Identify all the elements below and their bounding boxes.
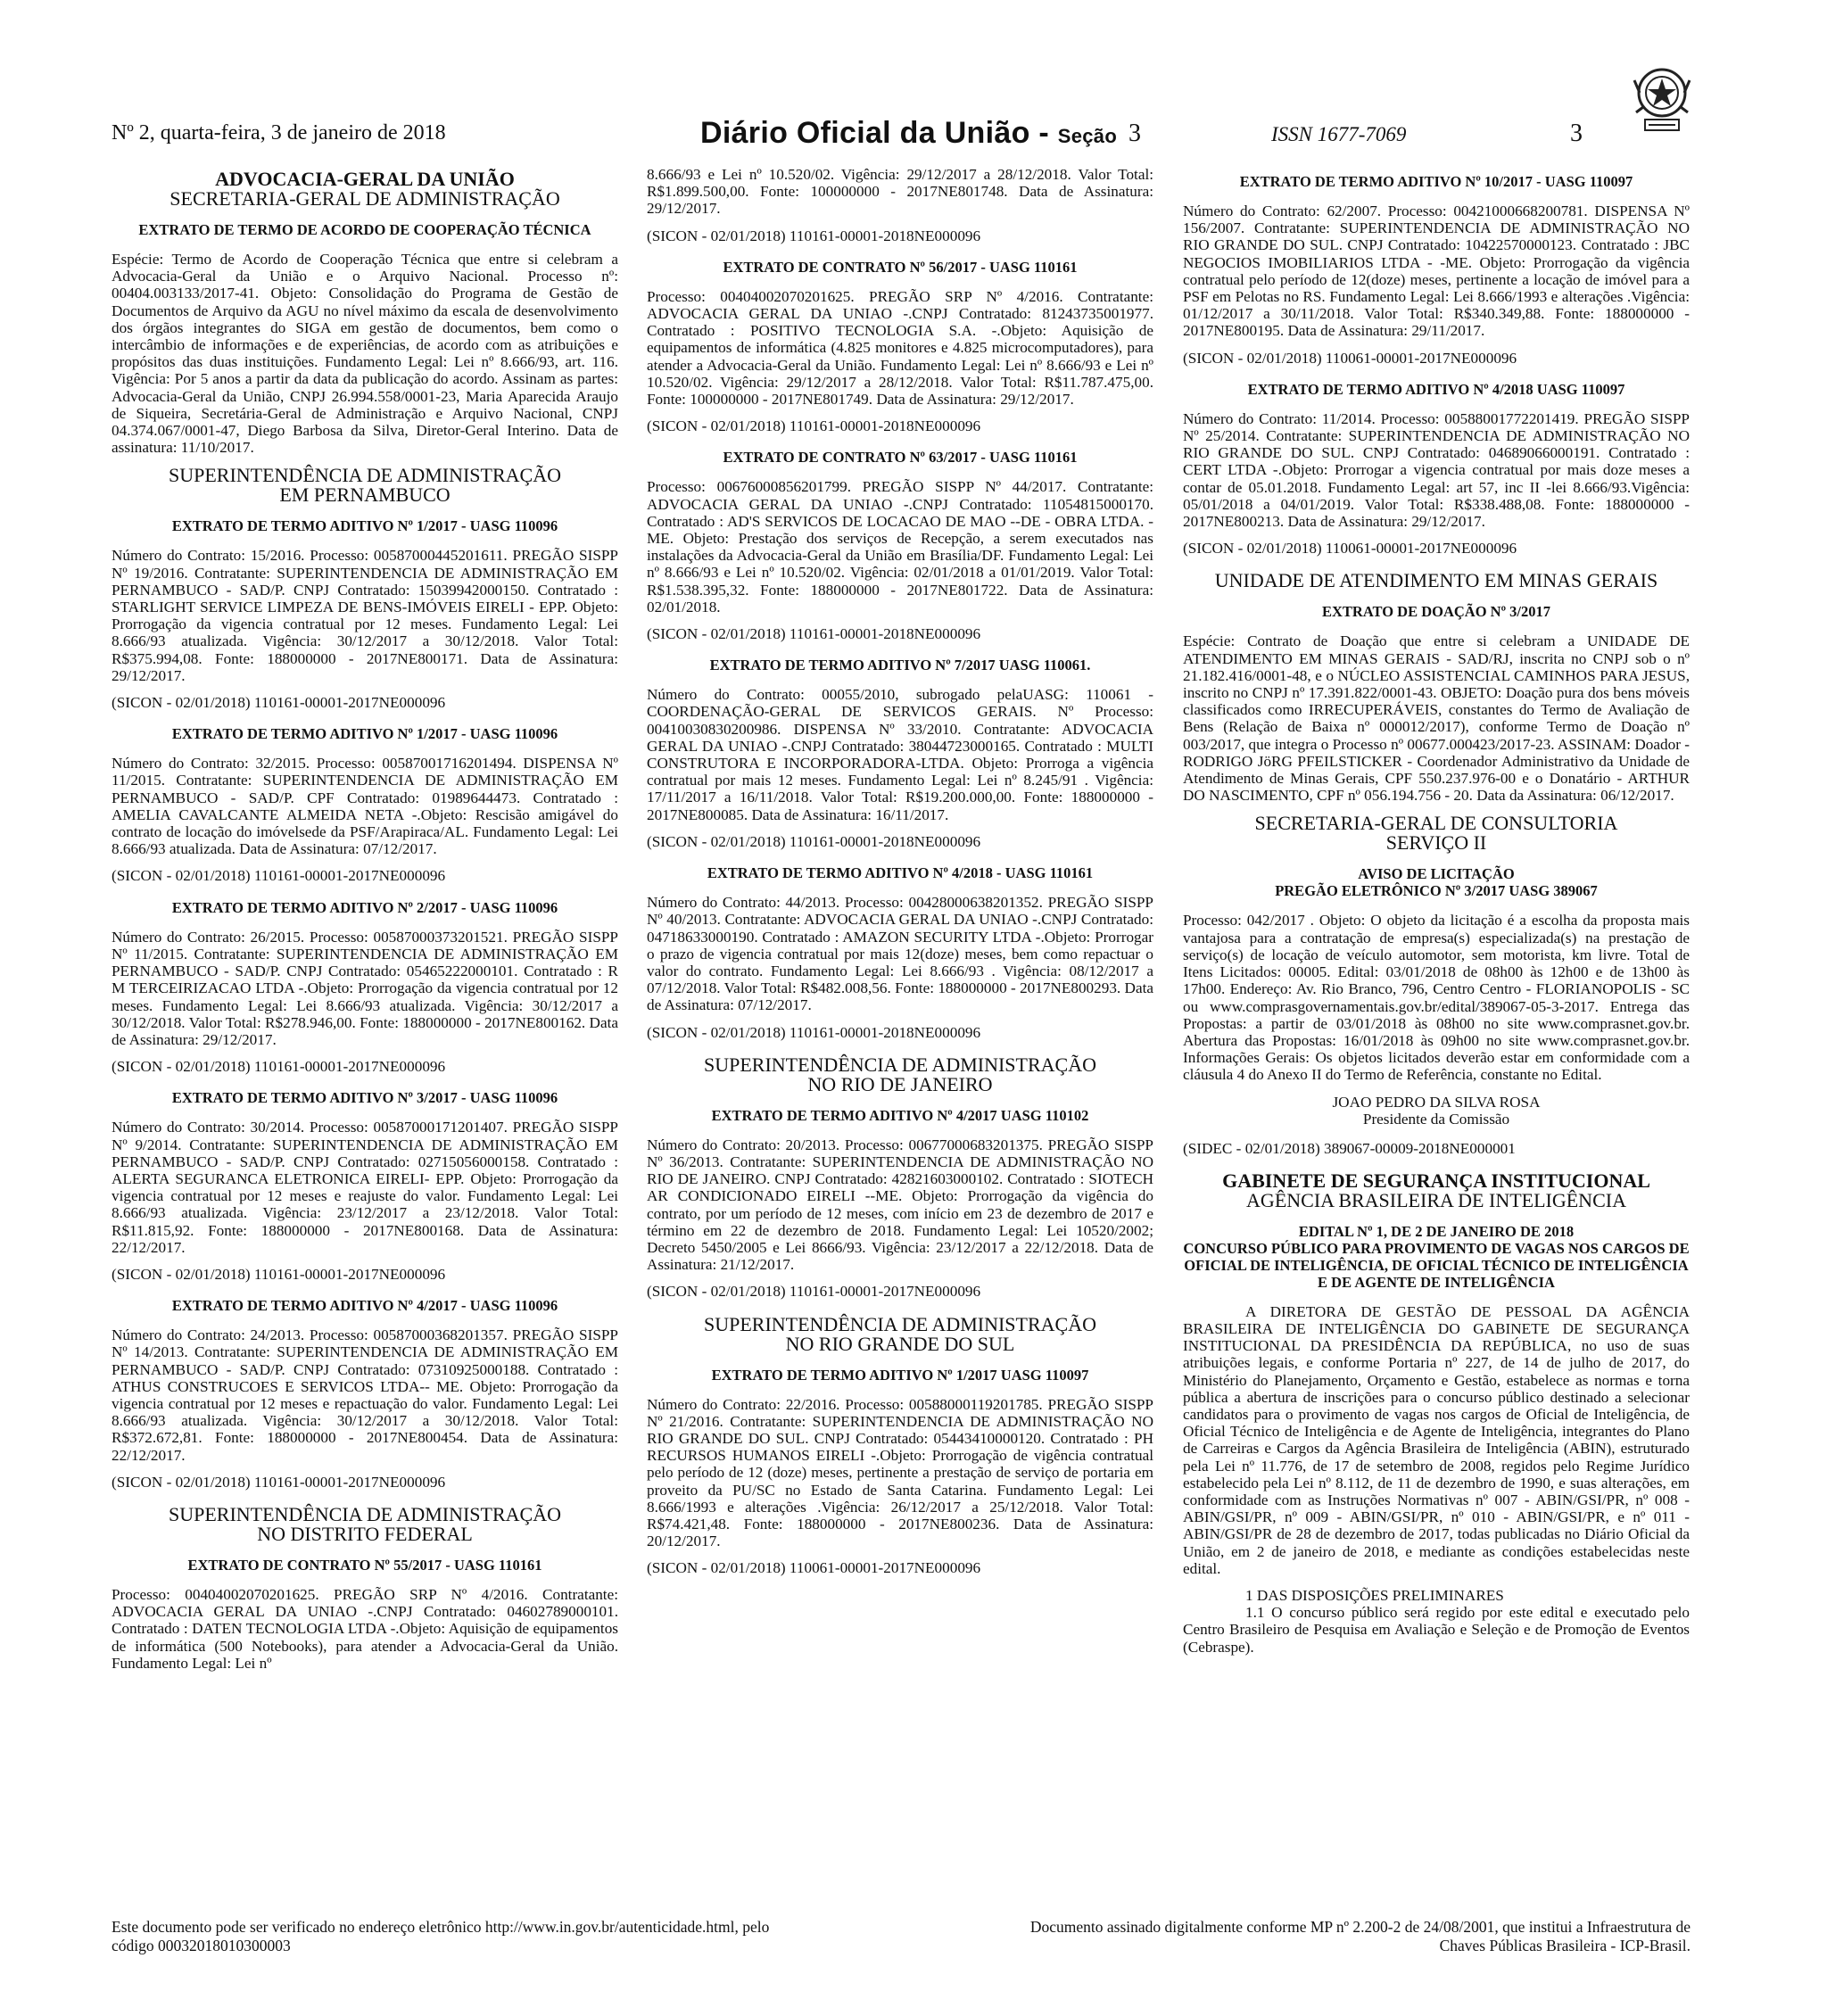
extract-source: (SICON - 02/01/2018) 110161-00001-2017NE000096 bbox=[647, 1283, 981, 1301]
page-number: 3 bbox=[1570, 120, 1583, 147]
extract-source: (SICON - 02/01/2018) 110161-00001-2018NE000096 bbox=[647, 1023, 981, 1041]
extract-body: Processo: 00404002070201625. PREGÃO SRP Nº 4/2016. Contratante: ADVOCACIA GERAL DA UNIAO -.CNPJ Contratado: 04602789000101. Contratado : DATEN TECNOLOGIA LTDA -.Objeto: Aquisição de equipamentos de informática (500 Notebooks), para atender a Advocacia-Geral da União. Fundamento Legal: Lei nº bbox=[112, 1585, 618, 1672]
org-heading bbox=[1183, 814, 1690, 853]
extract-body: Processo: 00676000856201799. PREGÃO SISPP Nº 44/2017. Contratante: ADVOCACIA GERAL DA UNIAO -.CNPJ Contratado: 11054815000170. Contratado : AD'S SERVICOS DE LOCACAO DE MAO --DE - OBRA LTDA. - ME. Objeto: Prestação dos serviços de Recepção, a serem executados nas instalações da Advocacia-Geral da União em Brasília/DF. Fundamento Legal: Lei nº 8.666/93 e Lei nº 10.520/02. Vigência: 02/01/2018 a 01/01/2019. Valor Total: R$1.538.395,32. Fonte: 188000000 - 2017NE801722. Data de Assinatura: 02/01/2018. bbox=[647, 478, 1153, 616]
extract-source: (SICON - 02/01/2018) 110061-00001-2017NE000096 bbox=[1183, 540, 1517, 558]
edital-title-line1: EDITAL Nº 1, DE 2 DE JANEIRO DE 2018 bbox=[1298, 1222, 1575, 1240]
column-2 bbox=[647, 166, 1153, 1896]
extract-body: Número do Contrato: 24/2013. Processo: 00587000368201357. PREGÃO SISPP Nº 14/2013. Contratante: SUPERINTENDENCIA DE ADMINISTRAÇÃO EM PERNAMBUCO - SAD/P. CNPJ Contratado: 07310925000188. Contratado : ATHUS CONSTRUCOES E SERVICOS LTDA-- ME. Objeto: Prorrogação da vigencia contratual por 12 meses e repactuação do valor. Fundamento Legal: Lei 8.666/93 atualizada. Vigência: 30/12/2017 a 30/12/2018. Valor Total: R$372.672,81. Fonte: 188000000 - 2017NE800454. Data de Assinatura: 22/12/2017. bbox=[112, 1326, 618, 1464]
org-subname: EM PERNAMBUCO bbox=[279, 483, 451, 507]
org-name: SUPERINTENDÊNCIA DE ADMINISTRAÇÃO bbox=[168, 464, 561, 487]
column-3 bbox=[1183, 166, 1690, 1896]
org-subname: NO RIO GRANDE DO SUL bbox=[785, 1332, 1015, 1355]
org-heading bbox=[1183, 1171, 1690, 1210]
extract-title: EXTRATO DE TERMO ADITIVO Nº 1/2017 - UASG 110096 bbox=[171, 517, 558, 535]
extract-title: EXTRATO DE CONTRATO Nº 63/2017 - UASG 110161 bbox=[723, 449, 1078, 467]
issn: ISSN 1677-7069 bbox=[1271, 123, 1407, 145]
org-subname: NO DISTRITO FEDERAL bbox=[257, 1522, 473, 1545]
extract-title: EXTRATO DE CONTRATO Nº 55/2017 - UASG 110161 bbox=[187, 1556, 542, 1574]
extract-body: Espécie: Termo de Acordo de Cooperação Técnica que entre si celebram a Advocacia-Geral da União e o Arquivo Nacional. Processo nº: 00404.003133/2017-41. Objeto: Consolidação do Programa de Gestão de Documentos de Arquivo da AGU no nível máximo da escala de desenvolvimento dos órgãos integrantes do SIGA em gestão de documentos, bem como o intercâmbio de informações e de experiências, de acordo com as atribuições e propósitos das duas instituições. Fundamento Legal: Lei nº 8.666/93, art. 116. Vigência: Por 5 anos a partir da data da publicação do acordo. Assinam as partes: Advocacia-Geral da União, CNPJ 26.994.558/0001-23, Maria Aparecida Araujo de Siqueira, Secretária-Geral de Administração e Arquivo Nacional, CNPJ 04.374.067/0001-47, Diego Barbosa da Silva, Diretor-Geral Interino. Data de assinatura: 11/10/2017. bbox=[112, 251, 618, 457]
extract-source: (SICON - 02/01/2018) 110161-00001-2018NE000096 bbox=[647, 625, 981, 643]
column-1 bbox=[112, 166, 618, 1896]
extract-body: Processo: 042/2017 . Objeto: O objeto da licitação é a escolha da proposta mais vantajosa para a contratação de empresa(s) especializada(s) na prestação de serviço(s) de locação de veículo automotor, sem motorista, km livre. Total de Itens Licitados: 00005. Edital: 03/01/2018 de 08h00 às 12h00 e de 13h00 às 17h00. Endereço: Av. Rio Branco, 796, Centro Centro - FLORIANOPOLIS - SC ou www.comprasgovernamentais.gov.br/edital/389067-05-3-2017. Entrega das Propostas: a partir de 03/01/2018 às 08h00 no site www.comprasnet.gov.br. Abertura das Propostas: 16/01/2018 às 09h00 no site www.comprasnet.gov.br. Informações Gerais: Os objetos licitados deverão estar em conformidade com a cláusula 4 do Anexo II do Termo de Referência, constante no Edital. bbox=[1183, 912, 1690, 1084]
signer-name: JOAO PEDRO DA SILVA ROSA bbox=[1332, 1093, 1541, 1111]
extract-title: EXTRATO DE TERMO ADITIVO Nº 10/2017 - UASG 110097 bbox=[1239, 173, 1633, 190]
extract-source: (SICON - 02/01/2018) 110161-00001-2017NE000096 bbox=[112, 1473, 446, 1491]
coat-of-arms-icon bbox=[1633, 62, 1691, 134]
extract-source: (SICON - 02/01/2018) 110161-00001-2018NE000096 bbox=[647, 227, 981, 244]
extract-body: Número do Contrato: 44/2013. Processo: 00428000638201352. PREGÃO SISPP Nº 40/2013. Contratante: ADVOCACIA GERAL DA UNIAO -.CNPJ Contratado: 04718633000190. Contratado : AMAZON SECURITY LTDA -.Objeto: Prorrogar o prazo de vigencia contratual por mais 12(doze) meses, bem como repactuar o valor do contrato. Fundamento Legal: Lei 8.666/93 . Vigência: 08/12/2017 a 07/12/2018. Valor Total: R$482.008,56. Fonte: 188000000 - 2017NE800293. Data de Assinatura: 07/12/2017. bbox=[647, 894, 1153, 1014]
digital-signature-note: Documento assinado digitalmente conforme MP nº 2.200-2 de 24/08/2001, que institui a Infraestrutura de Chaves Públicas Brasileira - ICP-Brasil. bbox=[1029, 1918, 1691, 1954]
section-label: Seção bbox=[1057, 125, 1118, 147]
extract-title: EXTRATO DE TERMO ADITIVO Nº 7/2017 UASG 110061. bbox=[709, 657, 1091, 674]
extract-body: Número do Contrato: 22/2016. Processo: 00588000119201785. PREGÃO SISPP Nº 21/2016. Contratante: SUPERINTENDENCIA DE ADMINISTRAÇÃO NO RIO GRANDE DO SUL. CNPJ Contratado: 05443410000120. Contratado : PH RECURSOS HUMANOS EIRELI -.Objeto: Prorrogação de vigência contratual pelo período de 12 (doze) meses, pertinente a prestação de serviço de portaria em proveito da PU/SC no Estado de Santa Catarina. Fundamento Legal: Lei 8.666/1993 e alterações .Vigência: 26/12/2017 a 25/12/2018. Valor Total: R$74.421,48. Fonte: 188000000 - 2017NE800236. Data de Assinatura: 20/12/2017. bbox=[647, 1395, 1153, 1550]
extract-title: EXTRATO DE TERMO ADITIVO Nº 4/2017 UASG 110102 bbox=[711, 1106, 1089, 1124]
extract-body: Processo: 00404002070201625. PREGÃO SRP Nº 4/2016. Contratante: ADVOCACIA GERAL DA UNIAO -.CNPJ Contratado: 81243735001977. Contratado : POSITIVO TECNOLOGIA S.A. -.Objeto: Aquisição de equipamentos de informática (4.825 monitores e 4.825 microcomputadores), para atender a Advocacia-Geral da União. Fundamento Legal: Lei nº 8.666/93 e Lei nº 10.520/02. Vigência: 29/12/2017 a 28/12/2018. Valor Total: R$11.787.475,00. Fonte: 100000000 - 2017NE801749. Data de Assinatura: 29/12/2017. bbox=[647, 287, 1153, 409]
org-name: SECRETARIA-GERAL DE CONSULTORIA bbox=[1254, 812, 1618, 835]
org-name: SUPERINTENDÊNCIA DE ADMINISTRAÇÃO bbox=[168, 1502, 561, 1525]
extract-body: Número do Contrato: 00055/2010, subrogado pelaUASG: 110061 - COORDENAÇÃO-GERAL DE SERVICOS GERAIS. Nº Processo: 00410030830200986. DISPENSA Nº 33/2010. Contratante: ADVOCACIA GERAL DA UNIAO -.CNPJ Contratado: 38044723000165. Contratado : MULTI CONSTRUTORA E INCORPORADORA-LTDA. Objeto: Prorroga a vigência contratual por mais 12 meses. Fundamento Legal: Lei nº 8.245/91 . Vigência: 17/11/2017 a 16/11/2018. Valor Total: R$19.200.000,00. Fonte: 188000000 - 2017NE800085. Data de Assinatura: 16/11/2017. bbox=[647, 686, 1153, 823]
org-heading bbox=[112, 466, 618, 505]
edital-title bbox=[1183, 1223, 1690, 1291]
page-header bbox=[112, 116, 1717, 162]
org-heading bbox=[1183, 571, 1690, 591]
org-name: UNIDADE DE ATENDIMENTO EM MINAS GERAIS bbox=[1214, 569, 1658, 592]
org-subname: AGÊNCIA BRASILEIRA DE INTELIGÊNCIA bbox=[1246, 1188, 1626, 1211]
extract-title: EXTRATO DE TERMO ADITIVO Nº 4/2017 - UASG 110096 bbox=[171, 1297, 558, 1315]
extract-body: Número do Contrato: 30/2014. Processo: 00587000171201407. PREGÃO SISPP Nº 9/2014. Contratante: SUPERINTENDENCIA DE ADMINISTRAÇÃO EM PERNAMBUCO - SAD/P. CNPJ Contratado: 02715056000158. Contratado : ALERTA SEGURANCA ELETRONICA EIRELI- EPP. Objeto: Prorrogação da vigencia contratual por 12 meses e reajuste do valor. Fundamento Legal: Lei 8.666/93 atualizada. Vigência: 23/12/2017 a 23/12/2018. Valor Total: R$11.815,92. Fonte: 188000000 - 2017NE800168. Data de Assinatura: 22/12/2017. bbox=[112, 1119, 618, 1256]
extract-body: Número do Contrato: 26/2015. Processo: 00587000373201521. PREGÃO SISPP Nº 11/2015. Contratante: SUPERINTENDENCIA DE ADMINISTRAÇÃO EM PERNAMBUCO - SAD/P. CNPJ Contratado: 05465222000101. Contratado : R M TERCEIRIZACAO LTDA -.Objeto: Prorrogação da vigencia contratual por 12 meses. Fundamento Legal: Lei 8.666/93 atualizada. Vigência: 30/12/2017 a 30/12/2018. Valor Total: R$278.946,00. Fonte: 188000000 - 2017NE800162. Data de Assinatura: 29/12/2017. bbox=[112, 928, 618, 1048]
extract-title: EXTRATO DE TERMO ADITIVO Nº 1/2017 UASG 110097 bbox=[711, 1366, 1089, 1384]
extract-body: Número do Contrato: 32/2015. Processo: 00587001716201494. DISPENSA Nº 11/2015. Contratante: SUPERINTENDENCIA DE ADMINISTRAÇÃO EM PERNAMBUCO - SAD/P. CPF Contratado: 01989644473. Contratado : AMELIA CAVALCANTE ALMEIDA NETA -.Objeto: Rescisão amigável do contrato de locação do imóvelsede da PSF/Arapiraca/AL. Fundamento Legal: Lei 8.666/93 atualizada. Data de Assinatura: 07/12/2017. bbox=[112, 755, 618, 858]
org-subname: NO RIO DE JANEIRO bbox=[807, 1072, 993, 1095]
org-heading bbox=[112, 1502, 618, 1545]
extract-title: EXTRATO DE TERMO DE ACORDO DE COOPERAÇÃO TÉCNICA bbox=[138, 221, 591, 238]
extract-source: (SICON - 02/01/2018) 110161-00001-2017NE000096 bbox=[112, 1265, 446, 1283]
extract-title: EXTRATO DE TERMO ADITIVO Nº 1/2017 - UASG 110096 bbox=[171, 725, 558, 743]
extract-source: (SICON - 02/01/2018) 110161-00001-2018NE000096 bbox=[647, 832, 981, 850]
org-name: SUPERINTENDÊNCIA DE ADMINISTRAÇÃO bbox=[703, 1053, 1096, 1076]
notice-title-line2: PREGÃO ELETRÔNICO Nº 3/2017 UASG 389067 bbox=[1275, 882, 1598, 900]
extract-body: 8.666/93 e Lei nº 10.520/02. Vigência: 29/12/2017 a 28/12/2018. Valor Total: R$1.899.500,00. Fonte: 100000000 - 2017NE801748. Data de Assinatura: 29/12/2017. bbox=[647, 166, 1153, 218]
org-name: ADVOCACIA-GERAL DA UNIÃO bbox=[215, 168, 515, 190]
verification-note: Este documento pode ser verificado no endereço eletrônico http://www.in.gov.br/autenticidade.html, pelo código 00032018010300003 bbox=[112, 1918, 770, 1954]
section-number: 3 bbox=[1128, 120, 1141, 147]
extract-title: EXTRATO DE TERMO ADITIVO Nº 2/2017 - UASG 110096 bbox=[171, 898, 558, 916]
edition-info: Nº 2, quarta-feira, 3 de janeiro de 2018 bbox=[112, 121, 446, 145]
extract-body: Número do Contrato: 20/2013. Processo: 00677000683201375. PREGÃO SISPP Nº 36/2013. Contratante: SUPERINTENDENCIA DE ADMINISTRAÇÃO NO RIO DE JANEIRO. CNPJ Contratado: 42821603000102. Contratado : SIOTECH AR CONDICIONADO EIRELI --ME. Objeto: Prorrogação da vigência do contrato, por um período de 12 meses, com início em 23 de dezembro de 2017 e término em 22 de dezembro de 2018. Fundamento Legal: Lei 10520/2002; Decreto 5450/2005 e Lei 8666/93. Vigência: 23/12/2017 a 22/12/2018. Data de Assinatura: 21/12/2017. bbox=[647, 1136, 1153, 1274]
extract-title: EXTRATO DE TERMO ADITIVO Nº 4/2018 UASG 110097 bbox=[1247, 380, 1625, 398]
extract-body: Número do Contrato: 11/2014. Processo: 00588001772201419. PREGÃO SISPP Nº 25/2014. Contratante: SUPERINTENDENCIA DE ADMINISTRAÇÃO NO RIO GRANDE DO SUL. CNPJ Contratado: 04689066000191. Contratado : CERT LTDA -.Objeto: Prorrogar a vigencia contratual por mais doze meses a contar de 05.01.2018. Fundamento Legal: art 57, inc II -lei 8.666/93.Vigência: 05/01/2018 a 04/01/2019. Valor Total: R$338.488,08. Fonte: 188000000 - 2017NE800213. Data de Assinatura: 29/12/2017. bbox=[1183, 409, 1690, 531]
org-subname: SERVIÇO II bbox=[1385, 831, 1487, 855]
extract-title: EXTRATO DE CONTRATO Nº 56/2017 - UASG 110161 bbox=[723, 258, 1078, 276]
edital-item: 1.1 O concurso público será regido por este edital e executado pelo Centro Brasileiro de Pesquisa em Avaliação e Seleção e de Promoção de Eventos (Cebraspe). bbox=[1183, 1604, 1690, 1656]
extract-source: (SICON - 02/01/2018) 110161-00001-2017NE000096 bbox=[112, 694, 446, 712]
notice-title-line1: AVISO DE LICITAÇÃO bbox=[1358, 865, 1515, 883]
extract-title: EXTRATO DE DOAÇÃO Nº 3/2017 bbox=[1321, 603, 1551, 621]
edital-title-line2: CONCURSO PÚBLICO PARA PROVIMENTO DE VAGAS NOS CARGOS DE OFICIAL DE INTELIGÊNCIA, DE OFICIAL TÉCNICO DE INTELIGÊNCIA E DE AGENTE DE INTELIGÊNCIA bbox=[1183, 1239, 1690, 1291]
extract-body: Número do Contrato: 62/2007. Processo: 00421000668200781. DISPENSA Nº 156/2007. Contratante: SUPERINTENDENCIA DE ADMINISTRAÇÃO NO RIO GRANDE DO SUL. CNPJ Contratado: 10422570000123. Contratado : JBC NEGOCIOS IMOBILIARIOS LTDA - -ME. Objeto: Prorrogação da vigência contratual pelo período de 12(doze) meses, pertinente a locação de imóvel para a PSF em Pelotas no RS. Fundamento Legal: Lei 8.666/1993 e alterações .Vigência: 01/12/2017 a 30/11/2018. Valor Total: R$340.349,88. Fonte: 188000000 - 2017NE800195. Data de Assinatura: 29/11/2017. bbox=[1183, 202, 1690, 340]
extract-source: (SICON - 02/01/2018) 110161-00001-2018NE000096 bbox=[647, 417, 981, 435]
extract-source: (SICON - 02/01/2018) 110161-00001-2017NE000096 bbox=[112, 867, 446, 885]
org-heading bbox=[647, 1055, 1153, 1095]
signer-role: Presidente da Comissão bbox=[1362, 1110, 1510, 1128]
org-subname: SECRETARIA-GERAL DE ADMINISTRAÇÃO bbox=[169, 187, 560, 210]
extract-title: EXTRATO DE TERMO ADITIVO Nº 4/2018 - UASG 110161 bbox=[707, 864, 1094, 882]
extract-source: (SIDEC - 02/01/2018) 389067-00009-2018NE000001 bbox=[1183, 1139, 1516, 1157]
publication-name: Diário Oficial da União - bbox=[700, 116, 1058, 150]
org-name: SUPERINTENDÊNCIA DE ADMINISTRAÇÃO bbox=[703, 1312, 1096, 1335]
edital-body: A DIRETORA DE GESTÃO DE PESSOAL DA AGÊNCIA BRASILEIRA DE INTELIGÊNCIA DO GABINETE DE SEGURANÇA INSTITUCIONAL DA PRESIDÊNCIA DA REPÚBLICA, no uso de suas atribuições legais, e conforme Portaria nº 227, de 14 de julho de 2017, do Ministério do Planejamento, Orçamento e Gestão, estabelece as normas e torna pública a abertura de inscrições para o concurso público destinado a selecionar candidatos para o provimento de vagas nos cargos de Oficial de Inteligência, de Oficial Técnico de Inteligência e de Agente de Inteligência, integrantes do Plano de Carreiras e Cargos da Agência Brasileira de Inteligência (ABIN), estruturado pela Lei nº 11.776, de 17 de setembro de 2008, regidos pelo Regime Jurídico estabelecido pela Lei nº 8.112, de 11 de dezembro de 1990, e suas alterações, em conformidade com as Instruções Normativas nº 007 - ABIN/GSI/PR, nº 008 - ABIN/GSI/PR, nº 009 - ABIN/GSI/PR, nº 010 - ABIN/GSI/PR, e nº 011 - ABIN/GSI/PR de 28 de dezembro de 2017, todas publicadas no Diário Oficial da União, em 2 de janeiro de 2018, e mediante as condições estabelecidas neste edital. bbox=[1183, 1302, 1690, 1577]
extract-source: (SICON - 02/01/2018) 110061-00001-2017NE000096 bbox=[1183, 349, 1517, 367]
org-name: GABINETE DE SEGURANÇA INSTITUCIONAL bbox=[1222, 1169, 1650, 1192]
notice-title bbox=[1183, 865, 1690, 899]
org-heading bbox=[112, 169, 618, 209]
publication-title bbox=[700, 116, 1117, 151]
signature-block bbox=[1183, 1094, 1690, 1128]
extract-body: Espécie: Contrato de Doação que entre si celebram a UNIDADE DE ATENDIMENTO EM MINAS GERAIS - SAD/RJ, inscrita no CNPJ sob o nº 21.182.416/0001-48, e o NÚCLEO ASSISTENCIAL CAMINHOS PARA JESUS, inscrito no CNPJ nº 17.391.822/0001-43. OBJETO: Doação pura dos bens móveis classificados como IRRECUPERÁVEIS, constantes do Termo de Avaliação de Bens (Relação de Baixa nº 000012/2017), conforme Termo de Doação nº 003/2017, que integra o Processo nº 00677.000423/2017-23. ASSINAM: Doador - RODRIGO JöRG PFEILSTICKER - Coordenador Administrativo da Unidade de Atendimento de Minas Gerais, CPF 550.237.976-00 e o Donatário - ARTHUR DO NASCIMENTO, CPF nº 056.194.756 - 20. Data da Assinatura: 06/12/2017. bbox=[1183, 632, 1690, 805]
extract-title: EXTRATO DE TERMO ADITIVO Nº 3/2017 - UASG 110096 bbox=[171, 1089, 558, 1107]
org-heading bbox=[647, 1312, 1153, 1355]
extract-source: (SICON - 02/01/2018) 110061-00001-2017NE000096 bbox=[647, 1559, 981, 1577]
extract-source: (SICON - 02/01/2018) 110161-00001-2017NE000096 bbox=[112, 1058, 446, 1076]
edital-section: 1 DAS DISPOSIÇÕES PRELIMINARES bbox=[1245, 1586, 1504, 1604]
extract-body: Número do Contrato: 15/2016. Processo: 00587000445201611. PREGÃO SISPP Nº 19/2016. Contratante: SUPERINTENDENCIA DE ADMINISTRAÇÃO EM PERNAMBUCO - SAD/P. CNPJ Contratado: 15039942000150. Contratado : STARLIGHT SERVICE LIMPEZA DE BENS-IMÓVEIS EIRELI - EPP. Objeto: Prorrogação da vigencia contratual por 12 meses. Fundamento Legal: Lei 8.666/93 atualizada. Vigência: 30/12/2017 a 30/12/2018. Valor Total: R$375.994,08. Fonte: 188000000 - 2017NE800171. Data de Assinatura: 29/12/2017. bbox=[112, 547, 618, 684]
